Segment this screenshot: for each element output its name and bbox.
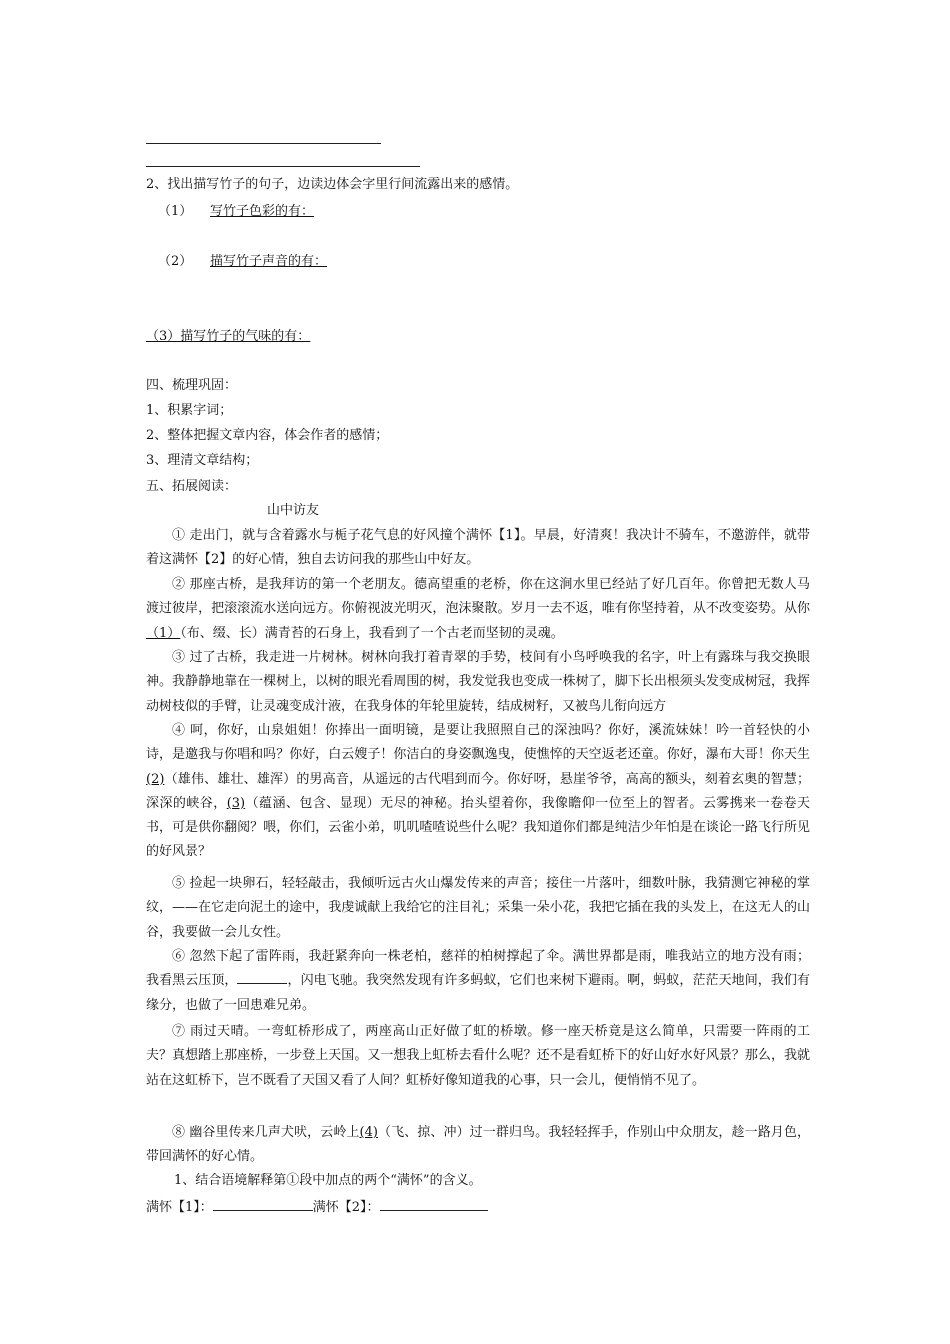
answer-line xyxy=(146,166,420,167)
review-item-2: 2、整体把握文章内容，体会作者的感情； xyxy=(146,428,389,443)
article-paragraph-3: ③ 过了古桥，我走进一片树林。树林向我打着青翠的手势，枝间有小鸟呼唤我的名字，叶上有露珠与我交换眼神。我静静地靠在一棵树上，以树的眼光看周围的树，我发觉我也变成一株树了，脚下长出根须头发变成树冠，我挥动树枝似的手臂，让灵魂变成汁液，在我身体的年轮里旋转，结成树籽，又被鸟儿衔向远方 xyxy=(146,650,810,714)
fill-blank-3: (3) xyxy=(226,795,246,811)
fill-blank-line xyxy=(237,970,287,984)
answer-blank-2[interactable] xyxy=(380,1197,488,1211)
article-paragraph-5: ⑤ 捡起一块卵石，轻轻敲击，我倾听远古火山爆发传来的声音；接住一片落叶，细数叶脉，我猜测它神秘的掌纹，——在它走向泥土的途中，我虔诚献上我给它的注目礼；采集一朵小花，我把它插在我的头发上，在这无人的山谷，我要做一会儿女性。 xyxy=(146,876,810,940)
answer-blank-1[interactable] xyxy=(213,1197,313,1211)
article-paragraph-6: ⑥ 忽然下起了雷阵雨，我赶紧奔向一株老柏，慈祥的柏树撑起了伞。满世界都是雨，唯我站立的地方没有雨；我看黑云压顶， ，闪电飞驰。我突然发现有许多蚂蚁，它们也来树下避雨。啊，蚂蚁，茫茫天地间，我们有缘分，也做了一回患难兄弟。 xyxy=(146,949,810,1013)
fill-blank-4: (4) xyxy=(359,1125,378,1140)
answer-label-1: 满怀【1】： xyxy=(146,1200,213,1215)
q2-item1-text: 写竹子色彩的有： xyxy=(210,204,315,219)
question-2-title: 2、找出描写竹子的句子，边读边体会字里行间流露出来的感情。 xyxy=(146,177,519,192)
q2-item2-text: 描写竹子声音的有： xyxy=(210,254,328,269)
article-paragraph-4: ④ 呵，你好，山泉姐姐！你捧出一面明镜，是要让我照照自己的深浊吗？你好，溪流妹妹！吟一首轻快的小诗，是邀我与你唱和吗？你好，白云嫂子！你洁白的身姿飘逸曳，使憔悴的天空返老还童。你好，瀑布大哥！你天生(2)（雄伟、雄壮、雄浑）的男高音，从遥远的古代唱到而今。你好呀，悬崖爷爷，高高的额头，刻着玄奥的智慧；深深的峡谷，(3)（蕴涵、包含、显现）无尽的神秘。抬头望着你，我像瞻仰一位至上的智者。云雾携来一卷卷天书，可是供你翻阅？喂，你们，云雀小弟，叽叽喳喳说些什么呢？我知道你们都是纯洁少年怕是在谈论一路飞行所见的好风景？ xyxy=(146,723,810,860)
article-paragraph-2: ② 那座古桥，是我拜访的第一个老朋友。德高望重的老桥，你在这涧水里已经站了好几百年。你曾把无数人马渡过彼岸，把滚滚流水送向远方。你俯视波光明灭，泡沫聚散。岁月一去不返，唯有你坚持着，从不改变姿势。从你（1）（布、缀、长）满青苔的石身上，我看到了一个古老而坚韧的灵魂。 xyxy=(146,577,810,641)
q2-item2-number: （2） xyxy=(158,254,193,269)
review-heading: 四、梳理巩固： xyxy=(146,378,238,393)
article-title: 山中访友 xyxy=(267,503,320,518)
extended-reading-heading: 五、拓展阅读： xyxy=(146,479,238,494)
review-item-3: 3、理清文章结构； xyxy=(146,453,259,468)
reading-question-1: 1、结合语境解释第①段中加点的两个“满怀”的含义。 xyxy=(174,1173,482,1188)
answer-row xyxy=(146,1197,488,1217)
article-paragraph-1: ① 走出门，就与含着露水与栀子花气息的好风撞个满怀【1】。早晨，好清爽！我决计不骑车，不邀游伴，就带着这满怀【2】的好心情，独自去访问我的那些山中好友。 xyxy=(146,528,810,568)
fill-blank-2: (2) xyxy=(146,771,165,787)
q2-item3-text: （3）描写竹子的气味的有： xyxy=(146,329,311,344)
q2-item1-number: （1） xyxy=(158,204,193,219)
article-paragraph-8: ⑧ 幽谷里传来几声犬吠，云岭上(4)（飞、掠、冲）过一群归鸟。我轻轻挥手，作别山中众朋友，趁一路月色，带回满怀的好心情。 xyxy=(146,1125,810,1165)
answer-line xyxy=(146,143,381,144)
review-item-1: 1、积累字词； xyxy=(146,403,233,418)
fill-blank-1: （1） xyxy=(146,625,181,641)
article-paragraph-7: ⑦ 雨过天晴。一弯虹桥形成了，两座高山正好做了虹的桥墩。修一座天桥竟是这么简单，只需要一阵雨的工夫？真想踏上那座桥，一步登上天国。又一想我上虹桥去看什么呢？还不是看虹桥下的好山好水好风景？那么，我就站在这虹桥下，岂不既看了天国又看了人间？虹桥好像知道我的心事，只一会儿，便悄悄不见了。 xyxy=(146,1024,810,1088)
answer-label-2: 满怀【2】： xyxy=(312,1200,380,1215)
